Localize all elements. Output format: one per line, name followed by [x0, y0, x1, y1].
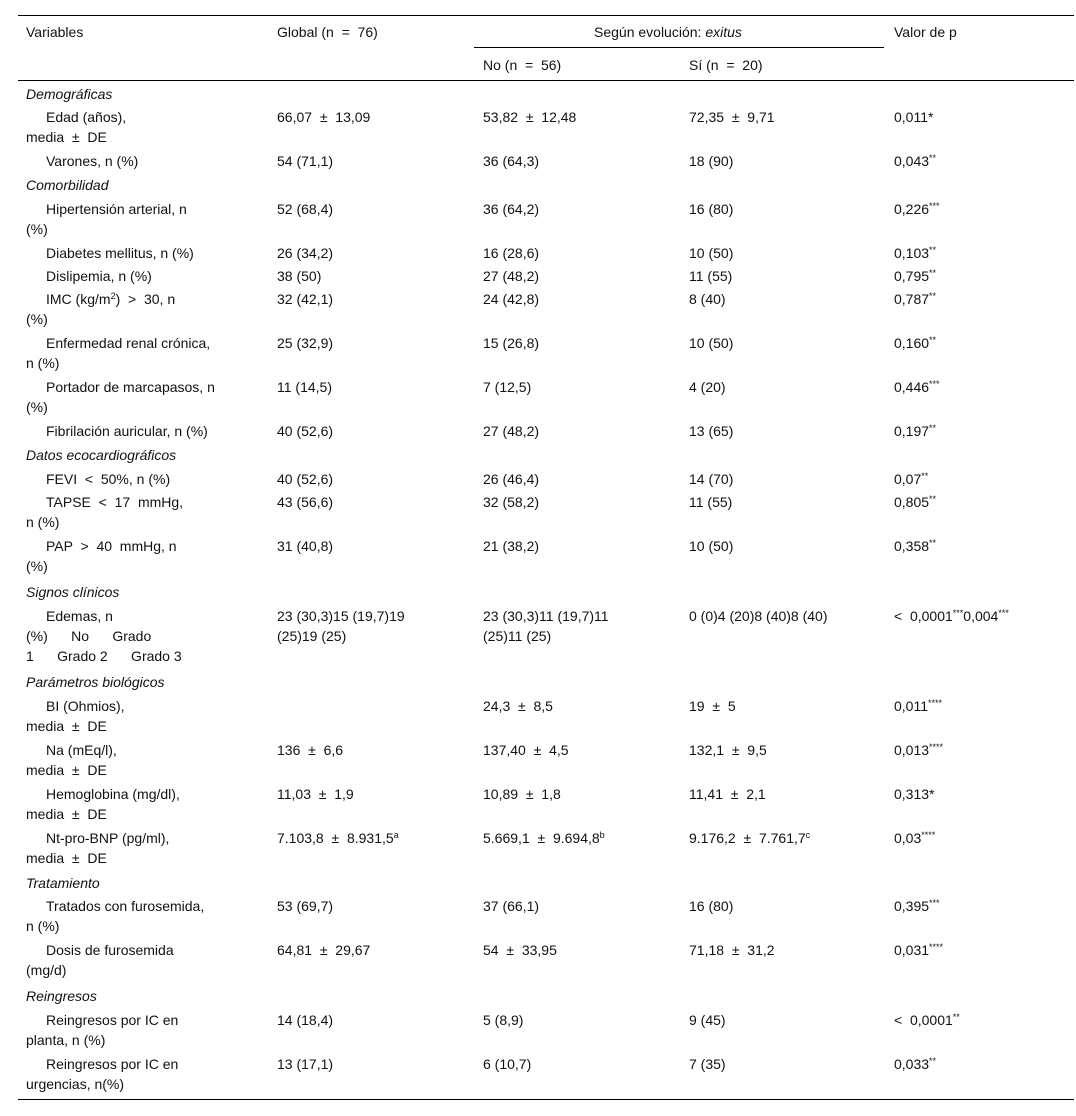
global-value: 136 ± 6,6 — [277, 742, 344, 758]
p-value: 0,011**** — [894, 698, 943, 714]
p-value: 0,07** — [894, 471, 929, 487]
no-value: 6 (10,7) — [483, 1056, 532, 1072]
header-valor-p: Valor de p — [894, 24, 957, 40]
section-parametros-biologicos: Parámetros biológicos — [26, 674, 165, 690]
header-segun-evolucion: Según evolución: exitus — [594, 24, 742, 40]
variable-label: Nt-pro-BNP (pg/ml), media ± DE — [26, 830, 170, 866]
global-value: 25 (32,9) — [277, 335, 334, 351]
global-value: 11,03 ± 1,9 — [277, 786, 354, 802]
si-value: 11,41 ± 2,1 — [689, 786, 766, 802]
si-value: 0 (0)4 (20)8 (40)8 (40) — [689, 608, 828, 624]
no-value: 10,89 ± 1,8 — [483, 786, 561, 802]
variable-label: BI (Ohmios), media ± DE — [26, 698, 125, 734]
variable-label: Hemoglobina (mg/dl), media ± DE — [26, 786, 180, 822]
si-value: 71,18 ± 31,2 — [689, 942, 775, 958]
p-value: 0,226*** — [894, 201, 940, 217]
p-value: 0,011* — [894, 109, 934, 125]
global-value: 54 (71,1) — [277, 153, 334, 169]
si-value: 18 (90) — [689, 153, 734, 169]
no-value: 16 (28,6) — [483, 245, 540, 261]
no-value: 27 (48,2) — [483, 423, 540, 439]
header-global: Global (n = 76) — [277, 24, 378, 40]
header-si: Sí (n = 20) — [689, 57, 763, 73]
variable-label: Diabetes mellitus, n (%) — [46, 245, 194, 261]
no-value: 32 (58,2) — [483, 494, 540, 510]
variable-label: Na (mEq/l), media ± DE — [26, 742, 117, 778]
si-value: 8 (40) — [689, 291, 726, 307]
p-value: 0,013**** — [894, 742, 944, 758]
variable-label: Portador de marcapasos, n (%) — [26, 379, 215, 415]
global-value: 66,07 ± 13,09 — [277, 109, 371, 125]
p-value: 0,805** — [894, 494, 937, 510]
no-value: 21 (38,2) — [483, 538, 540, 554]
variable-label: Reingresos por IC en planta, n (%) — [26, 1012, 179, 1048]
variable-label: Varones, n (%) — [46, 153, 139, 169]
global-value: 23 (30,3)15 (19,7)19 (25)19 (25) — [277, 608, 405, 644]
si-value: 16 (80) — [689, 201, 734, 217]
variable-label: TAPSE < 17 mmHg, n (%) — [26, 494, 184, 530]
header-group-rule — [474, 47, 884, 48]
table-top-rule — [18, 15, 1074, 16]
variable-label: Dosis de furosemida (mg/d) — [26, 942, 174, 978]
variable-label: Edemas, n (%) No Grado 1 Grado 2 Grado 3 — [26, 608, 182, 664]
si-value: 10 (50) — [689, 538, 734, 554]
no-value: 54 ± 33,95 — [483, 942, 557, 958]
variable-label: Enfermedad renal crónica, n (%) — [26, 335, 211, 371]
p-value: 0,313* — [894, 786, 935, 802]
p-value: 0,160** — [894, 335, 937, 351]
p-value: 0,197** — [894, 423, 937, 439]
si-value: 72,35 ± 9,71 — [689, 109, 775, 125]
no-value: 5.669,1 ± 9.694,8$^b$ — [483, 830, 605, 846]
section-reingresos: Reingresos — [26, 988, 97, 1004]
si-value: 7 (35) — [689, 1056, 726, 1072]
si-value: 9.176,2 ± 7.761,7$^c$ — [689, 830, 811, 846]
header-no: No (n = 56) — [483, 57, 562, 73]
section-demograficas: Demográficas — [26, 86, 113, 102]
no-value: 26 (46,4) — [483, 471, 540, 487]
si-value: 16 (80) — [689, 898, 734, 914]
variable-label: Tratados con furosemida, n (%) — [26, 898, 205, 934]
si-value: 19 ± 5 — [689, 698, 736, 714]
p-value: 0,787** — [894, 291, 937, 307]
p-value: 0,446*** — [894, 379, 940, 395]
global-value: 11 (14,5) — [277, 379, 332, 395]
global-value: 14 (18,4) — [277, 1012, 334, 1028]
global-value: 32 (42,1) — [277, 291, 334, 307]
no-value: 7 (12,5) — [483, 379, 532, 395]
variable-label: IMC $(kg/m^2) > 30$, n (%) — [26, 291, 176, 327]
global-value: 40 (52,6) — [277, 423, 334, 439]
variable-label: Reingresos por IC en urgencias, n(%) — [26, 1056, 179, 1092]
global-value: 43 (56,6) — [277, 494, 334, 510]
section-tratamiento: Tratamiento — [26, 875, 100, 891]
si-value: 11 (55) — [689, 494, 733, 510]
si-value: 10 (50) — [689, 335, 734, 351]
p-value: < 0,0001** — [894, 1012, 960, 1028]
p-value: < 0,0001***0,004*** — [894, 608, 1009, 624]
global-value: 52 (68,4) — [277, 201, 334, 217]
p-value: 0,033** — [894, 1056, 937, 1072]
global-value: 38 (50) — [277, 268, 322, 284]
variable-label: PAP > 40 mmHg, n (%) — [26, 538, 177, 574]
header-bottom-rule — [18, 80, 1074, 81]
p-value: 0,395*** — [894, 898, 940, 914]
table-bottom-rule — [18, 1099, 1074, 1100]
global-value: 13 (17,1) — [277, 1056, 334, 1072]
section-signos-clinicos: Signos clínicos — [26, 584, 120, 600]
no-value: 27 (48,2) — [483, 268, 540, 284]
no-value: 37 (66,1) — [483, 898, 540, 914]
p-value: 0,795** — [894, 268, 937, 284]
p-value: 0,03**** — [894, 830, 936, 846]
p-value: 0,103** — [894, 245, 937, 261]
no-value: 53,82 ± 12,48 — [483, 109, 577, 125]
si-value: 14 (70) — [689, 471, 734, 487]
p-value: 0,043** — [894, 153, 937, 169]
global-value: 31 (40,8) — [277, 538, 334, 554]
section-comorbilidad: Comorbilidad — [26, 177, 109, 193]
no-value: 137,40 ± 4,5 — [483, 742, 569, 758]
no-value: 24 (42,8) — [483, 291, 540, 307]
global-value: 40 (52,6) — [277, 471, 334, 487]
si-value: 13 (65) — [689, 423, 734, 439]
si-value: 132,1 ± 9,5 — [689, 742, 767, 758]
no-value: 36 (64,2) — [483, 201, 540, 217]
global-value: 7.103,8 ± 8.931,5$^a$ — [277, 830, 399, 846]
si-value: 11 (55) — [689, 268, 733, 284]
no-value: 15 (26,8) — [483, 335, 540, 351]
variable-label: Hipertensión arterial, n (%) — [26, 201, 187, 237]
si-value: 10 (50) — [689, 245, 734, 261]
variable-label: FEVI < 50%, n (%) — [46, 471, 171, 487]
global-value: 64,81 ± 29,67 — [277, 942, 371, 958]
si-value: 4 (20) — [689, 379, 726, 395]
si-value: 9 (45) — [689, 1012, 726, 1028]
variable-label: Dislipemia, n (%) — [46, 268, 152, 284]
no-value: 23 (30,3)11 (19,7)11 (25)11 (25) — [483, 608, 609, 644]
no-value: 24,3 ± 8,5 — [483, 698, 553, 714]
variable-label: Fibrilación auricular, n (%) — [46, 423, 208, 439]
global-value: 53 (69,7) — [277, 898, 334, 914]
p-value: 0,031**** — [894, 942, 944, 958]
variable-label: Edad (años), media ± DE — [26, 109, 127, 145]
p-value: 0,358** — [894, 538, 937, 554]
section-ecocardiograficos: Datos ecocardiográficos — [26, 447, 177, 463]
no-value: 5 (8,9) — [483, 1012, 524, 1028]
global-value: 26 (34,2) — [277, 245, 334, 261]
header-variables: Variables — [26, 24, 84, 40]
no-value: 36 (64,3) — [483, 153, 540, 169]
